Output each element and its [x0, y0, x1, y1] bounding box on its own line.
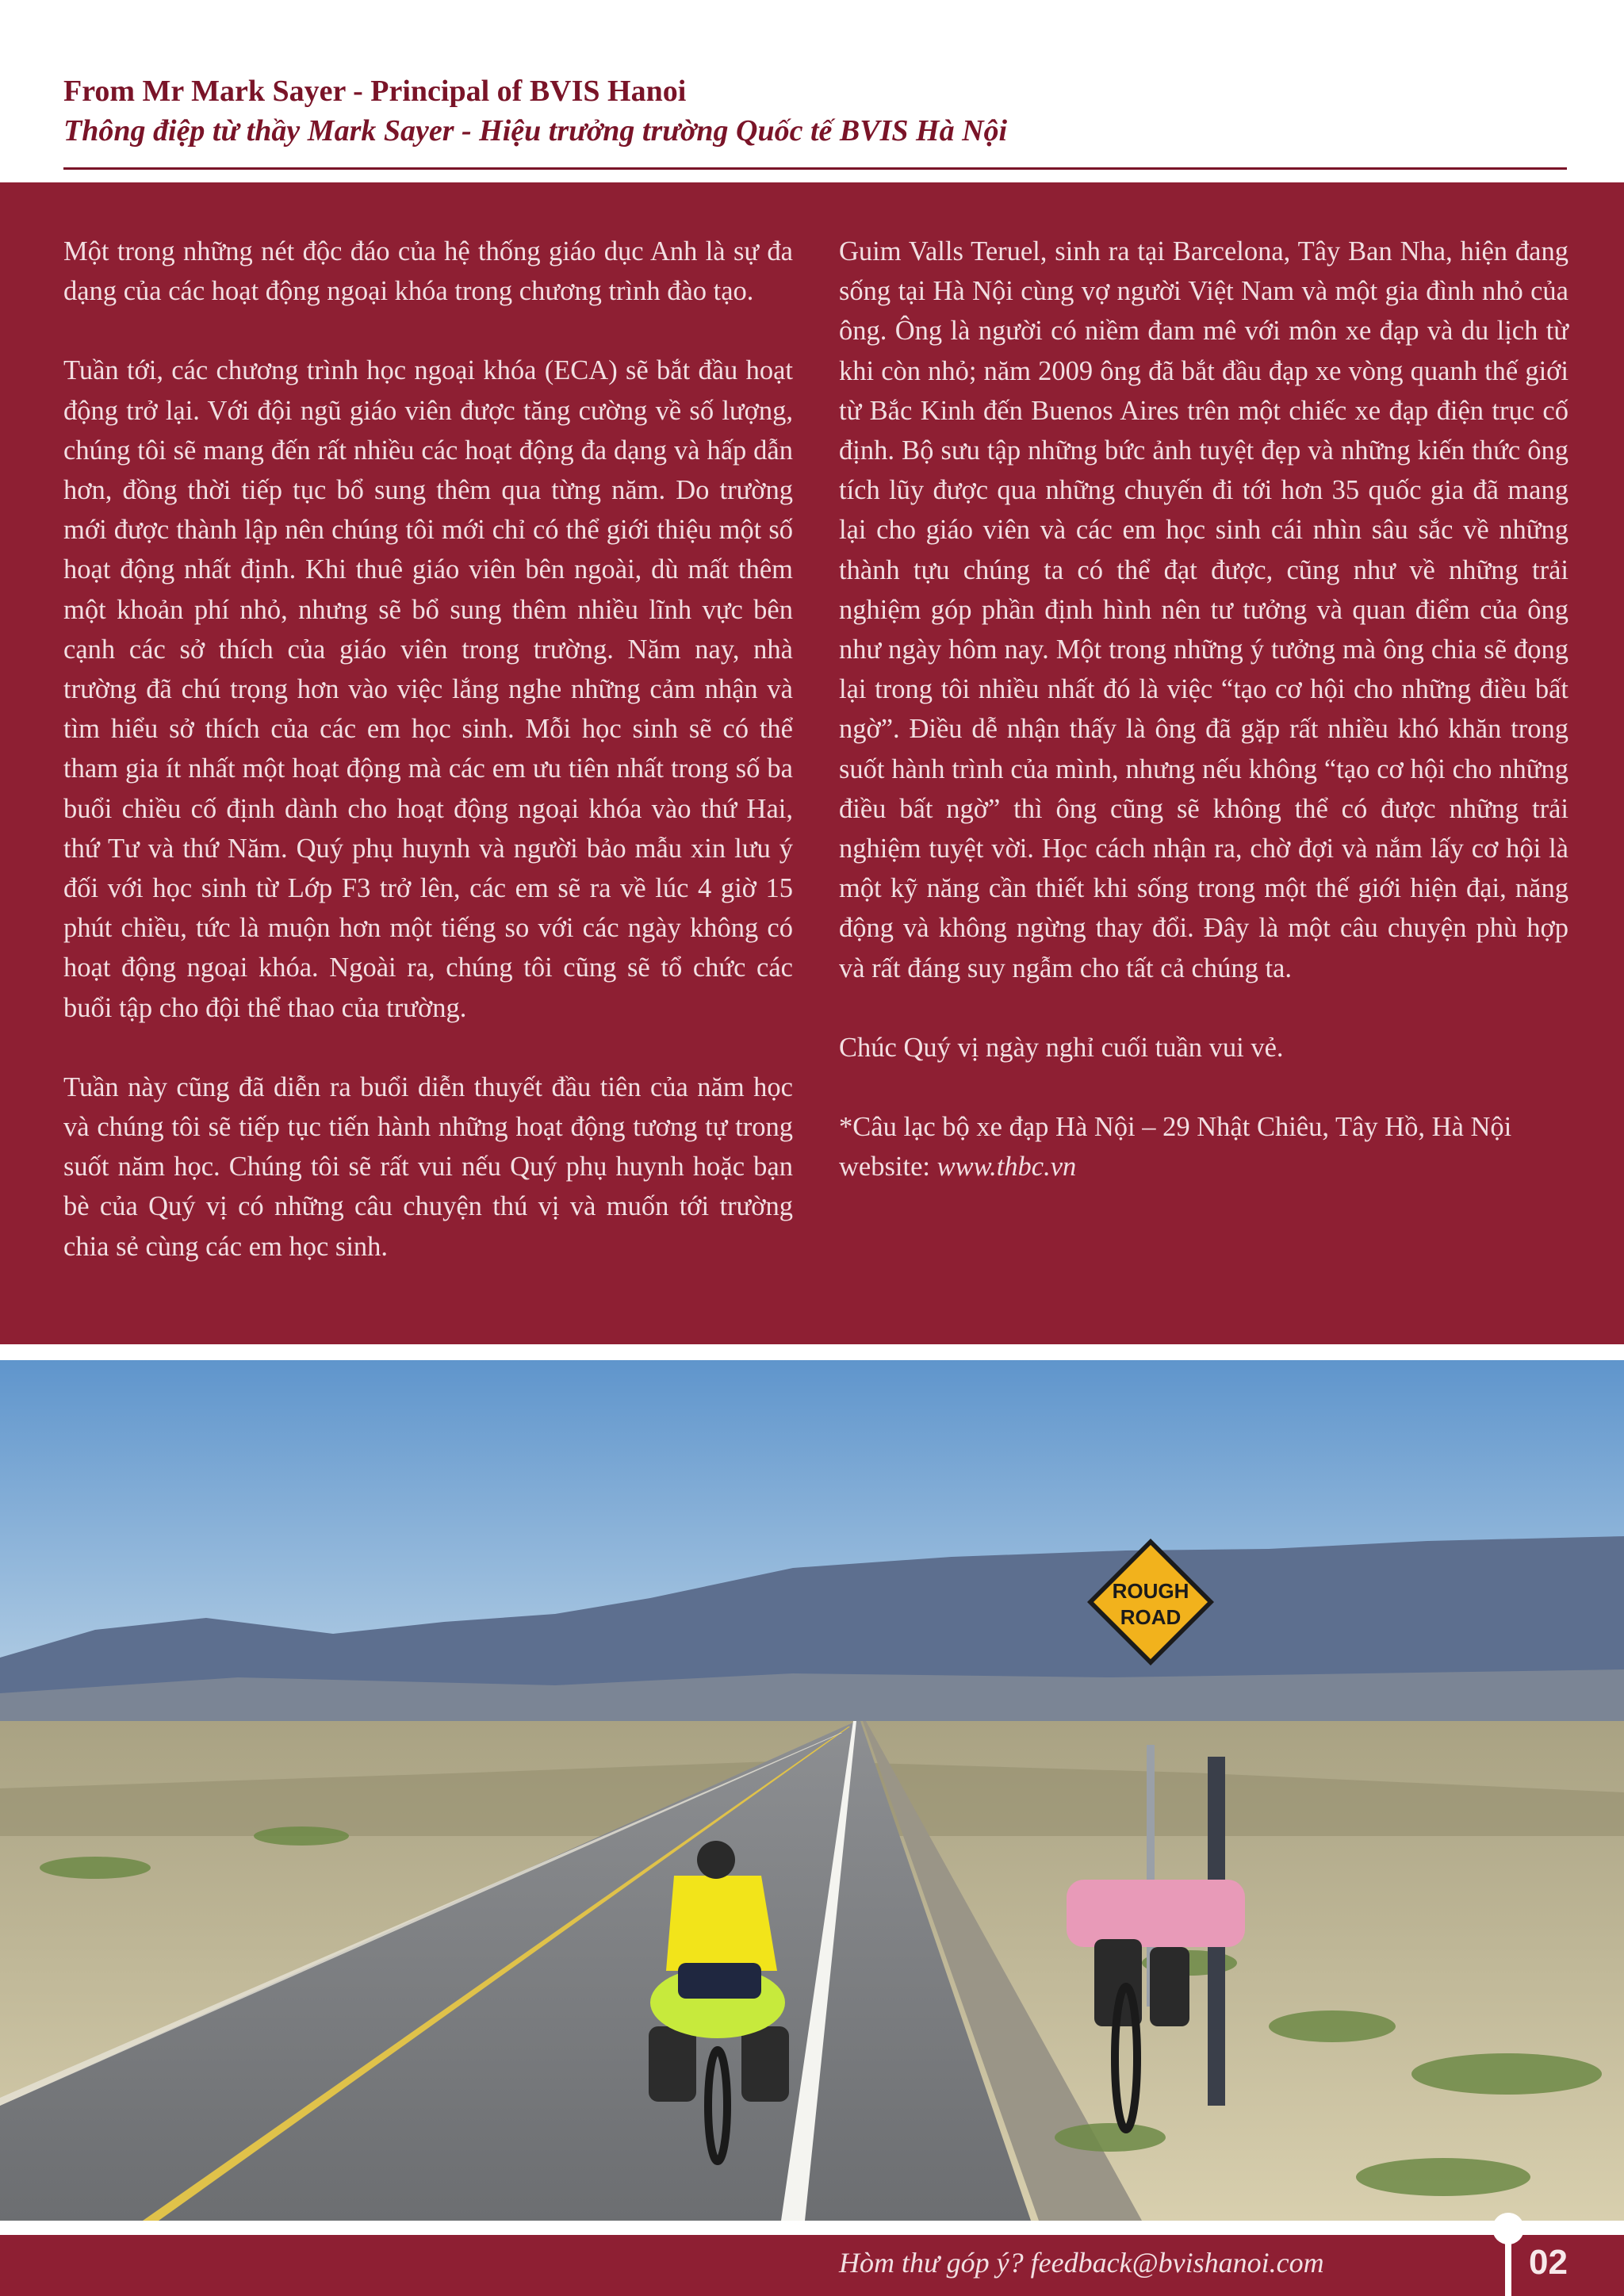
- left-paragraph-3: Tuần này cũng đã diễn ra buổi diễn thuyết đầu tiên của năm học và chúng tôi sẽ tiếp tục tiến hành những hoạt động tương tự trong suốt năm học. Chúng tôi sẽ rất vui nếu Quý phụ huynh hoặc bạn bè của Quý vị có những câu chuyện thú vị và muốn tới trường chia sẻ cùng các em học sinh.: [63, 1071, 793, 1262]
- header-divider: [63, 167, 1567, 170]
- left-paragraph-2: Tuần tới, các chương trình học ngoại khóa (ECA) sẽ bắt đầu hoạt động trở lại. Với đội ngũ giáo viên được tăng cường về số lượng, chúng tôi sẽ mang đến rất nhiều các hoạt động đa dạng và hấp dẫn hơn, đồng thời tiếp tục bổ sung thêm qua từng năm. Do trường mới được thành lập nên chúng tôi mới chỉ có thể giới thiệu một số hoạt động nhất định. Khi thuê giáo viên bên ngoài, dù mất thêm một khoản phí nhỏ, nhưng sẽ bổ sung thêm nhiều lĩnh vực bên cạnh các sở thích của giáo viên trong trường. Năm nay, nhà trường đã chú trọng hơn vào việc lắng nghe những cảm nhận và tìm hiểu sở thích của các em học sinh. Mỗi học sinh sẽ có thể tham gia ít nhất một hoạt động mà các em ưu tiên nhất trong số ba buổi chiều cố định dành cho hoạt động ngoại khóa vào thứ Hai, thứ Tư và thứ Năm. Quý phụ huynh và người bảo mẫu xin lưu ý đối với học sinh từ Lớp F3 trở lên, các em sẽ ra về lúc 4 giờ 15 phút chiều, tức là muộn hơn một tiếng so với các ngày không có hoạt động ngoại khóa. Ngoài ra, chúng tôi cũng sẽ tổ chức các buổi tập cho đội thể thao của trường.: [63, 355, 793, 1023]
- left-paragraph-1: Một trong những nét độc đáo của hệ thống giáo dục Anh là sự đa dạng của các hoạt động ngoại khóa trong chương trình đào tạo.: [63, 236, 793, 307]
- right-paragraph-2: Chúc Quý vị ngày nghỉ cuối tuần vui vẻ.: [839, 1032, 1284, 1063]
- right-paragraph-1: Guim Valls Teruel, sinh ra tại Barcelona, Tây Ban Nha, hiện đang sống tại Hà Nội cùng vợ người Việt Nam và một gia đình nhỏ của ông. Ông là người có niềm đam mê với môn xe đạp và du lịch từ khi còn nhỏ; năm 2009 ông đã bắt đầu đạp xe vòng quanh thế giới từ Bắc Kinh đến Buenos Aires trên một chiếc xe đạp điện trục cố định. Bộ sưu tập những bức ảnh tuyệt đẹp và những kiến thức ông tích lũy được qua những chuyến đi tới hơn 35 quốc gia đã mang lại cho giáo viên và các em học sinh cái nhìn sâu sắc về những thành tựu chúng ta có thể đạt được, cũng như về những trải nghiệm góp phần định hình nên tư tưởng và quan điểm của ông như ngày hôm nay. Một trong những ý tưởng mà ông chia sẽ đọng lại trong tôi nhiều nhất đó là việc “tạo cơ hội cho những điều bất ngờ”. Điều dễ nhận thấy là ông đã gặp rất nhiều khó khăn trong suốt hành trình của mình, nhưng nếu không “tạo cơ hội cho những điều bất ngờ” thì ông cũng sẽ không thể có được những trải nghiệm tuyệt vời. Học cách nhận ra, chờ đợi và nắm lấy cơ hội là một kỹ năng cần thiết khi sống trong một thế giới hiện đại, năng động và không ngừng thay đổi. Đây là một câu chuyện phù hợp và rất đáng suy ngẫm cho tất cả chúng ta.: [839, 236, 1568, 983]
- header-title-english: From Mr Mark Sayer - Principal of BVIS Hanoi: [63, 75, 687, 108]
- page-footer: [0, 2235, 1624, 2296]
- cyclist-road-photo: [0, 1360, 1624, 2221]
- feedback-text: Hòm thư góp ý? feedback@bvishanoi.com: [839, 2247, 1324, 2279]
- article-left-column: [63, 232, 793, 1306]
- footer-marker-dot: [1492, 2213, 1524, 2244]
- sign-line-1: ROUGH: [1112, 1579, 1189, 1603]
- right-paragraph-3: [839, 1107, 1568, 1186]
- header-title-vietnamese: Thông điệp từ thầy Mark Sayer - Hiệu trưởng trường Quốc tế BVIS Hà Nội: [63, 114, 1008, 148]
- page-number: 02: [1529, 2243, 1568, 2282]
- article-right-column: [839, 232, 1568, 1226]
- sign-line-2: ROAD: [1120, 1605, 1182, 1629]
- bike-club-address: *Câu lạc bộ xe đạp Hà Nội – 29 Nhật Chiêu, Tây Hồ, Hà Nội: [839, 1112, 1512, 1143]
- website-link[interactable]: www.thbc.vn: [936, 1152, 1077, 1182]
- website-label: website:: [839, 1152, 930, 1182]
- page-header: [63, 71, 1567, 151]
